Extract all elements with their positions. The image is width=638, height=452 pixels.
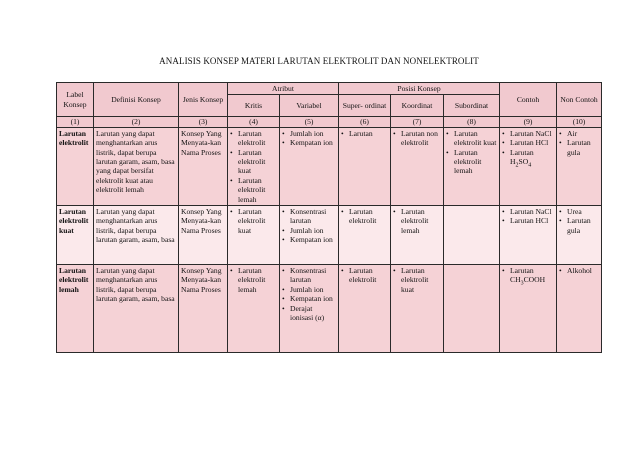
header-koordinat: Koordinat [391,95,444,117]
concept-definition: Larutan yang dapat menghantarkan arus listrik, dapat berupa larutan garam, asam, basa yang dapat bersifat elektrolit kuat atau elektrolit lemah [94,127,179,205]
subordinate [444,206,500,265]
header-jenis: Jenis Konsep [179,83,228,117]
critical-attributes [228,265,280,353]
column-number: (3) [179,117,228,127]
concept-type: Konsep Yang Menyata-kan Nama Proses [179,265,228,353]
bullet-item: • Larutan elektrolit [230,129,277,148]
subordinate [444,127,500,205]
header-kritis: Kritis [228,95,280,117]
column-number: (10) [557,117,602,127]
table-row [57,127,602,205]
concept-definition: Larutan yang dapat menghantarkan arus listrik, dapat berupa larutan garam, asam, basa [94,206,179,265]
concept-type: Konsep Yang Menyata-kan Nama Proses [179,206,228,265]
non-examples [557,127,602,205]
subordinate [444,265,500,353]
bullet-item: • Larutan elektrolit kuat [230,207,277,235]
column-number: (5) [280,117,339,127]
variable-attributes [280,265,339,353]
bullet-item: • Larutan elektrolit lemah [230,176,277,204]
bullet-item: • Larutan $H_2SO_4$ [502,148,554,171]
table-row [57,206,602,265]
header-posisi: Posisi Konsep [339,83,500,95]
coordinate [391,206,444,265]
bullet-item: • Jumlah ion [282,226,336,235]
examples [500,206,557,265]
superordinate [339,265,391,353]
bullet-item: • Larutan HCl [502,216,554,225]
non-examples [557,265,602,353]
concept-definition: Larutan yang dapat menghantarkan arus listrik, dapat berupa larutan garam, asam, basa [94,265,179,353]
concept-label: Larutan elektrolit kuat [57,206,94,265]
bullet-item: • Larutan elektrolit kuat [446,129,497,148]
concept-label: Larutan elektrolit [57,127,94,205]
bullet-item: • Larutan gula [559,138,599,157]
bullet-item: • Jumlah ion [282,129,336,138]
column-number: (2) [94,117,179,127]
non-examples [557,206,602,265]
bullet-item: • Jumlah ion [282,285,336,294]
column-number: (9) [500,117,557,127]
table-body [57,127,602,352]
header-superordinat: Super- ordinat [339,95,391,117]
examples [500,265,557,353]
concept-label: Larutan elektrolit lemah [57,265,94,353]
header-subordinat: Subordinat [444,95,500,117]
bullet-item: • Larutan gula [559,216,599,235]
bullet-item: • Larutan elektrolit lemah [393,207,441,235]
bullet-item: • Larutan elektrolit lemah [446,148,497,176]
variable-attributes [280,206,339,265]
column-number: (8) [444,117,500,127]
bullet-item: • Larutan elektrolit kuat [393,266,441,294]
superordinate [339,127,391,205]
page-title: ANALISIS KONSEP MATERI LARUTAN ELEKTROLIT DAN NONELEKTROLIT [159,56,479,66]
header-atribut: Atribut [228,83,339,95]
concept-analysis-table [56,82,602,353]
header-variabel: Variabel [280,95,339,117]
bullet-item: • Larutan $CH_3COOH$ [502,266,554,289]
superordinate [339,206,391,265]
bullet-item: • Larutan HCl [502,138,554,147]
critical-attributes [228,127,280,205]
bullet-item: • Alkohol [559,266,599,275]
critical-attributes [228,206,280,265]
bullet-item: • Larutan elektrolit lemah [230,266,277,294]
bullet-item: • Larutan NaCl [502,207,554,216]
bullet-item: • Kempatan ion [282,294,336,303]
bullet-item: • Larutan non elektrolit [393,129,441,148]
bullet-item: • Larutan [341,129,388,138]
variable-attributes [280,127,339,205]
table-row [57,265,602,353]
bullet-item: • Urea [559,207,599,216]
bullet-item: • Larutan elektrolit kuat [230,148,277,176]
concept-type: Konsep Yang Menyata-kan Nama Proses [179,127,228,205]
column-number-row [57,117,602,127]
bullet-item: • Kempatan ion [282,235,336,244]
column-number: (1) [57,117,94,127]
bullet-item: • Konsentrasi larutan [282,207,336,226]
header-definisi: Definisi Konsep [94,83,179,117]
header-noncontoh: Non Contoh [557,83,602,117]
header-label: Label Konsep [57,83,94,117]
header-contoh: Contoh [500,83,557,117]
bullet-item: • Kempatan ion [282,138,336,147]
column-number: (6) [339,117,391,127]
coordinate [391,265,444,353]
bullet-item: • Derajat ionisasi (α) [282,304,336,323]
bullet-item: • Larutan elektrolit [341,207,388,226]
bullet-item: • Larutan NaCl [502,129,554,138]
column-number: (4) [228,117,280,127]
coordinate [391,127,444,205]
bullet-item: • Larutan elektrolit [341,266,388,285]
bullet-item: • Konsentrasi larutan [282,266,336,285]
bullet-item: • Air [559,129,599,138]
examples [500,127,557,205]
column-number: (7) [391,117,444,127]
